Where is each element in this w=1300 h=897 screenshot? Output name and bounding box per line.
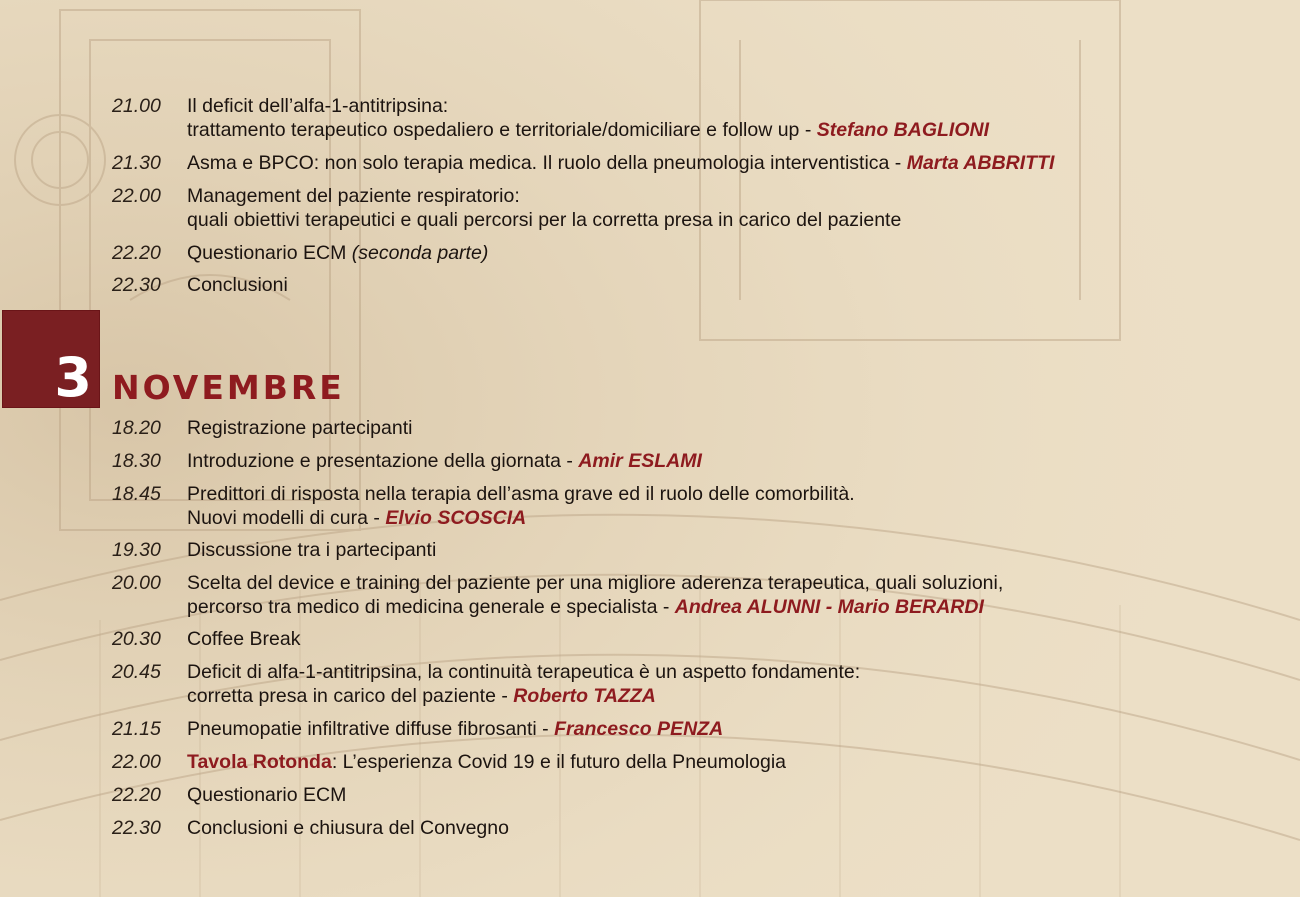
speaker-name: Stefano BAGLIONI — [816, 119, 989, 141]
speaker-name: Marta ABBRITTI — [906, 152, 1055, 174]
time-label: 22.30 — [112, 817, 161, 839]
topic-line: Coffee Break — [187, 628, 301, 650]
schedule-item — [112, 241, 1232, 265]
topic-line: trattamento terapeutico ospedaliero e territoriale/domiciliare e follow up - — [187, 119, 817, 141]
topic-line: Il deficit dell’alfa-1-antitripsina: — [187, 95, 449, 117]
topic-line: percorso tra medico di medicina generale e specialista - — [187, 596, 675, 618]
time-label: 18.45 — [112, 483, 161, 505]
topic-line: quali obiettivi terapeutici e quali percorsi per la corretta presa in carico del paziente — [187, 209, 902, 231]
day-number-box — [2, 310, 100, 408]
schedule-item — [112, 151, 1232, 175]
schedule-item — [112, 273, 1232, 297]
schedule-item — [112, 571, 1232, 619]
time-label: 22.20 — [112, 784, 161, 806]
speaker-name: Elvio SCOSCIA — [385, 507, 527, 529]
time-label: 21.00 — [112, 95, 161, 117]
schedule-item — [112, 750, 1232, 774]
topic-line: Asma e BPCO: non solo terapia medica. Il ruolo della pneumologia interventistica - — [187, 152, 907, 174]
speaker-name: Francesco PENZA — [554, 718, 724, 740]
topic-line: Introduzione e presentazione della giornata - — [187, 450, 579, 472]
schedule-item — [112, 717, 1232, 741]
topic-line: Pneumopatie infiltrative diffuse fibrosanti - — [187, 718, 555, 740]
topic-line: Questionario ECM — [187, 242, 352, 264]
topic-line: Conclusioni — [187, 274, 288, 296]
topic-line: Conclusioni e chiusura del Convegno — [187, 817, 509, 839]
time-label: 18.20 — [112, 417, 161, 439]
topic-line: Registrazione partecipanti — [187, 417, 413, 439]
time-label: 20.00 — [112, 572, 161, 594]
topic-line: Nuovi modelli di cura - — [187, 507, 386, 529]
time-label: 22.20 — [112, 242, 161, 264]
time-label: 22.00 — [112, 751, 161, 773]
time-label: 22.00 — [112, 185, 161, 207]
schedule-item — [112, 94, 1232, 142]
speaker-name: Amir ESLAMI — [578, 450, 702, 472]
topic-line: Questionario ECM — [187, 784, 347, 806]
topic-line: Discussione tra i partecipanti — [187, 539, 437, 561]
time-label: 21.30 — [112, 152, 161, 174]
speaker-name: Roberto TAZZA — [513, 685, 656, 707]
time-label: 20.45 — [112, 661, 161, 683]
topic-line: Predittori di risposta nella terapia dell’asma grave ed il ruolo delle comorbilità. — [187, 483, 855, 505]
schedule-item — [112, 816, 1232, 840]
time-label: 20.30 — [112, 628, 161, 650]
schedule-item — [112, 416, 1232, 440]
topic-line: Scelta del device e training del paziente per una migliore aderenza terapeutica, quali soluzioni, — [187, 572, 1004, 594]
schedule-item — [112, 184, 1232, 232]
schedule-item — [112, 627, 1232, 651]
time-label: 19.30 — [112, 539, 161, 561]
time-label: 21.15 — [112, 718, 161, 740]
topic-line: corretta presa in carico del paziente - — [187, 685, 514, 707]
topic-lead: Tavola Rotonda — [187, 751, 332, 773]
schedule-item — [112, 660, 1232, 708]
schedule-item — [112, 538, 1232, 562]
topic-line: Management del paziente respiratorio: — [187, 185, 520, 207]
schedule-item — [112, 449, 1232, 473]
speaker-name: Andrea ALUNNI - Mario BERARDI — [674, 596, 984, 618]
topic-note: (seconda parte) — [351, 242, 489, 264]
time-label: 18.30 — [112, 450, 161, 472]
schedule-item — [112, 482, 1232, 530]
month-heading: NOVEMBRE — [112, 368, 345, 407]
time-label: 22.30 — [112, 274, 161, 296]
topic-line: Deficit di alfa-1-antitripsina, la continuità terapeutica è un aspetto fondamente: — [187, 661, 861, 683]
day-number: 3 — [54, 346, 92, 409]
topic-line: : L’esperienza Covid 19 e il futuro della Pneumologia — [331, 751, 787, 773]
schedule-item — [112, 783, 1232, 807]
